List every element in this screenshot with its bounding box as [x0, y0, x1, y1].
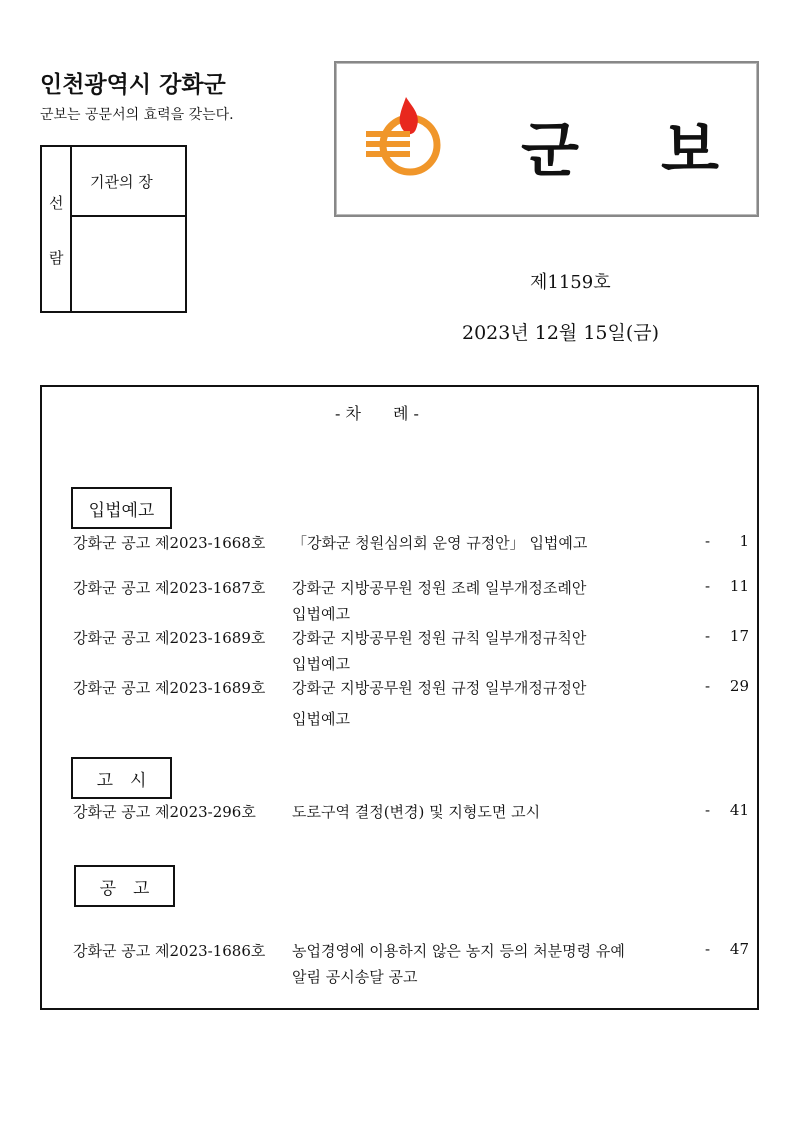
toc-entry-title-continued: 알림 공시송달 공고	[292, 968, 418, 986]
toc-entry-page: 17	[729, 627, 749, 645]
toc-entry-title: 강화군 지방공무원 정원 규정 일부개정규정안	[292, 679, 587, 697]
toc-entry-dash: -	[705, 940, 711, 958]
toc-entry-title: 도로구역 결정(변경) 및 지형도면 고시	[292, 803, 541, 821]
toc-entry-notice-number: 강화군 공고 제2023-1686호	[73, 942, 266, 960]
toc-entry-title-continued: 입법예고	[292, 655, 350, 673]
toc-entry-page: 11	[729, 577, 749, 595]
table-of-contents	[40, 385, 759, 1010]
issue-number: 제1159호	[530, 272, 611, 293]
toc-entry-dash: -	[705, 532, 711, 550]
review-box	[40, 145, 187, 313]
toc-entry-notice-number: 강화군 공고 제2023-1689호	[73, 629, 266, 647]
issue-date: 2023년 12월 15일(금)	[462, 322, 660, 344]
toc-entry-title: 강화군 지방공무원 정원 규칙 일부개정규칙안	[292, 629, 587, 647]
toc-entry-notice-number: 강화군 공고 제2023-296호	[73, 803, 256, 821]
toc-entry-dash: -	[705, 577, 711, 595]
organization-name: 인천광역시 강화군	[40, 72, 226, 98]
title-char-1: 군	[521, 116, 579, 186]
toc-entry-notice-number: 강화군 공고 제2023-1687호	[73, 579, 266, 597]
toc-entry-title-continued: 입법예고	[292, 605, 350, 623]
toc-entry-dash: -	[705, 801, 711, 819]
toc-entry-title: 「강화군 청원심의회 운영 규정안」 입법예고	[292, 534, 588, 552]
toc-entry-page: 41	[729, 801, 749, 819]
toc-entry-page: 1	[739, 532, 749, 550]
toc-entry-title: 농업경영에 이용하지 않은 농지 등의 처분명령 유예	[292, 942, 625, 960]
review-label-2: 람	[49, 249, 64, 267]
section-public-notice: 고 시	[71, 757, 172, 799]
ganghwa-emblem-icon	[362, 93, 452, 178]
toc-entry-dash: -	[705, 677, 711, 695]
toc-entry-title-continued: 입법예고	[292, 710, 350, 728]
section-legislative-notice: 입법예고	[71, 487, 172, 529]
title-char-2: 보	[661, 116, 719, 186]
toc-entry-notice-number: 강화군 공고 제2023-1689호	[73, 679, 266, 697]
title-banner	[334, 61, 759, 217]
toc-entry-title: 강화군 지방공무원 정원 조례 일부개정조례안	[292, 579, 587, 597]
toc-entry-page: 29	[729, 677, 749, 695]
motto: 군보는 공문서의 효력을 갖는다.	[40, 107, 234, 123]
toc-entry-dash: -	[705, 627, 711, 645]
section-announcement: 공 고	[74, 865, 175, 907]
review-label-1: 선	[49, 194, 64, 212]
toc-entry-notice-number: 강화군 공고 제2023-1668호	[73, 534, 266, 552]
toc-entry-page: 47	[729, 940, 749, 958]
toc-title: - 차 례 -	[335, 404, 419, 423]
review-cell-label: 기관의 장	[90, 173, 153, 191]
